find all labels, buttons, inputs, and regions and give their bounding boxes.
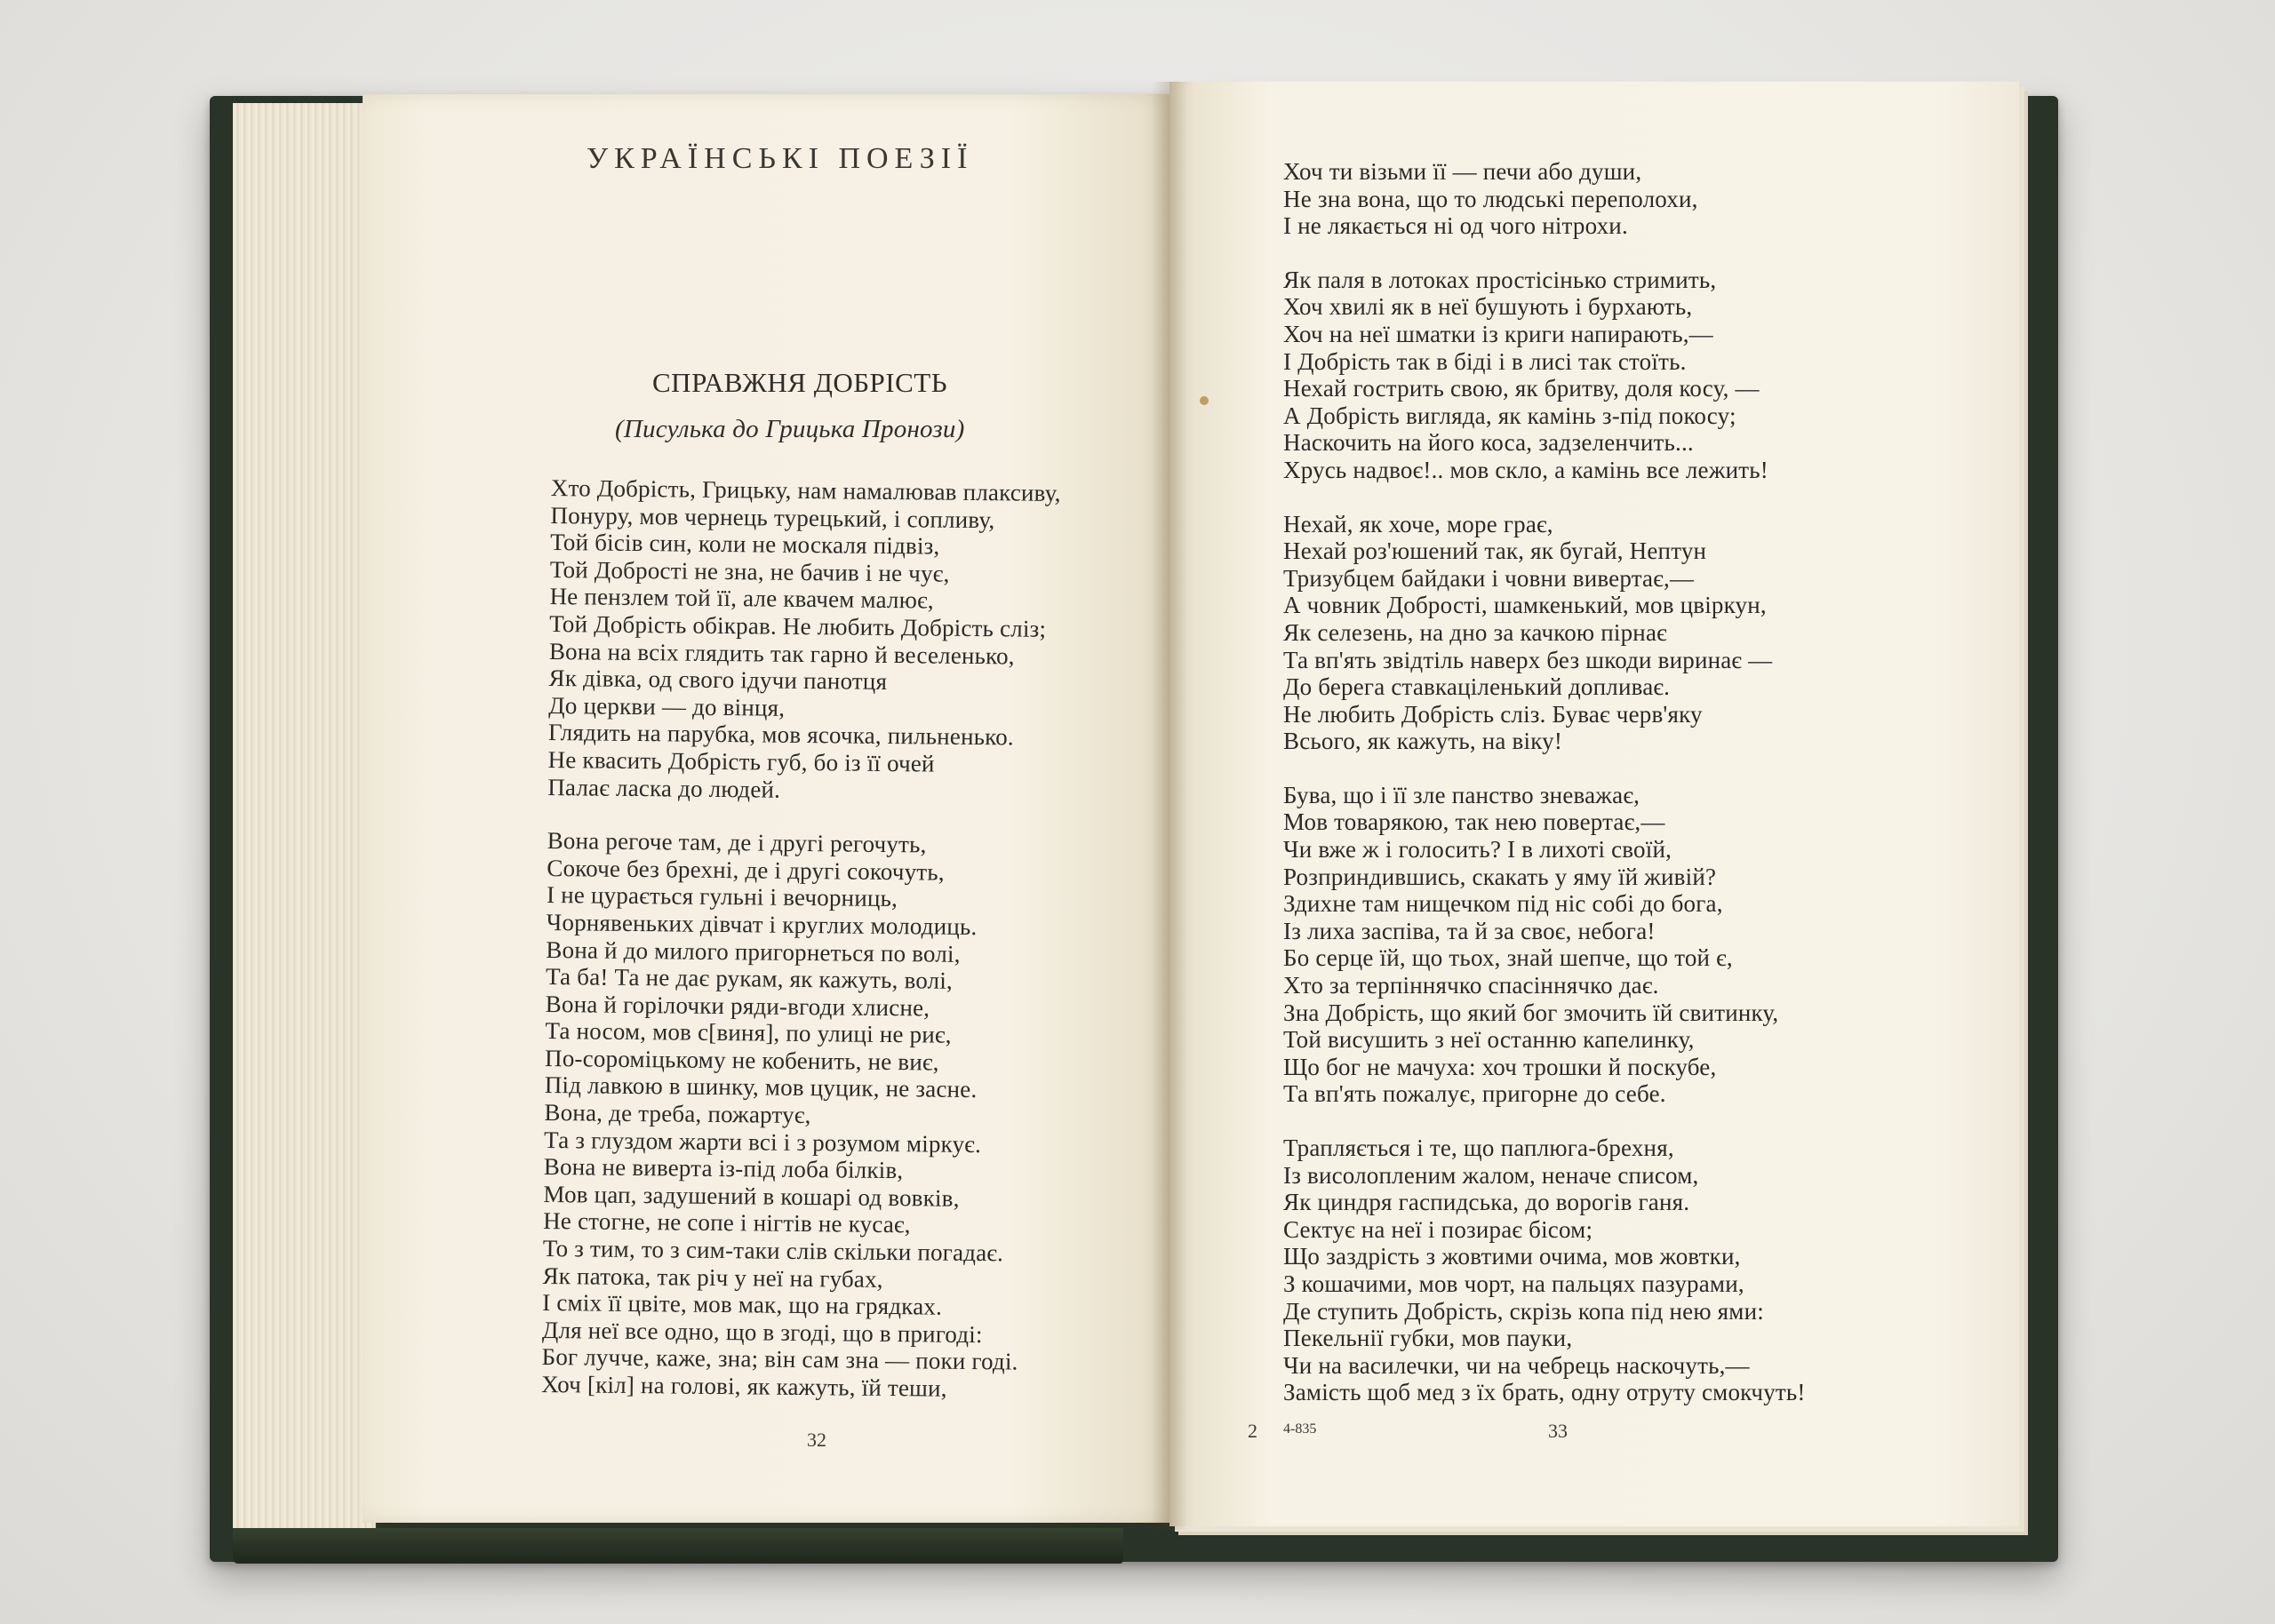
poem-line: Вона й горілочки ряди-вгоди хлисне, [545,990,930,1022]
poem-line: Зна Добрість, що який бог змочить їй свитинку, [1283,999,1779,1026]
poem-line: Під лавкою в шинку, мов цуцик, не засне. [544,1071,978,1103]
running-head: УКРАЇНСЬКІ ПОЕЗІЇ [587,142,974,175]
paper-speck [1200,396,1209,405]
poem-line: Хоч [кіл] на голові, як кажуть, їй теши, [541,1370,947,1402]
poem-line: Як патока, так річ у неї на губах, [542,1262,883,1293]
stanza [1283,1134,1806,1406]
poem-line: Мов товарякою, так нею повертає,— [1283,808,1665,836]
poem-subtitle: (Писулька до Грицька Пронози) [615,415,965,443]
poem-line: Вона на всіх глядить так гарно й веселенько, [548,637,1015,670]
poem-line: І сміх її цвіте, мов мак, що на грядках. [542,1289,943,1320]
stanza [541,827,1058,1403]
signature-mark: 2 [1248,1420,1257,1442]
poem-line: Всього, як кажуть, на віку! [1283,728,1563,755]
poem-line: Вона не виверта із-під лоба білків, [543,1153,904,1184]
page-edges [233,103,376,1528]
poem-line: Із висолопленим жалом, неначе списом, [1283,1161,1699,1189]
poem-line: Той висушить з неї останню капелинку, [1283,1026,1695,1054]
poem-line: І Добрість так в біді і в лисі так стоїть. [1283,347,1687,375]
poem-line: Та вп'ять пожалує, пригорне до себе. [1283,1080,1666,1108]
poem-line: Бо серце їй, що тьох, знай шепче, що той є, [1283,944,1733,972]
right-page-poem [1283,158,1806,1406]
page-number-right: 33 [1548,1420,1568,1442]
poem-line: З кошачими, мов чорт, на пальцях пазурами, [1283,1270,1744,1297]
poem-line: Та вп'ять звідтіль наверх без шкоди виринає — [1283,646,1773,673]
poem-line: То з тим, то з сим-таки слів скільки погадає. [542,1234,1004,1267]
poem-line: Хоч на неї шматки із криги напирають,— [1283,320,1713,347]
poem-line: Як селезень, на дно за качкою пірнає [1283,618,1667,646]
poem-line: Вона, де треба, пожартує, [544,1099,811,1129]
poem-line: Хоч ти візьми її — печи або души, [1283,158,1642,185]
poem-line: Тризубцем байдаки і човни вивертає,— [1283,564,1695,592]
book-cover-edge [233,1528,1123,1564]
poem-line: І не цурається гульні і вечорниць, [546,881,898,912]
poem-line: Бува, що і її зле панство зневажає, [1283,781,1640,808]
poem-line: Хоч хвилі як в неї бушують і бурхають, [1283,293,1693,321]
poem-line: Наскочить на його коса, задзеленчить... [1283,429,1694,457]
poem-line: Пекельнії губки, мов пауки, [1283,1325,1573,1352]
poem-line: Вона й до милого пригорнеться по волі, [546,935,961,967]
poem-line: Нехай гострить свою, як бритву, доля косу, — [1283,375,1760,402]
poem-line: Замість щоб мед з їх брать, одну отруту смокчуть! [1283,1379,1806,1406]
poem-line: Сектує на неї і позирає бісом; [1283,1215,1593,1243]
poem-line: По-сороміцькому не кобенить, не виє, [544,1044,939,1076]
poem-line: Не квасить Добрість губ, бо із її очей [547,745,935,777]
poem-line: Той Добрість обікрав. Не любить Добрість сліз; [549,609,1047,642]
poem-line: Не пензлем той її, але квачем малює, [549,583,934,614]
poem-line: Мов цап, задушений в кошарі од вовків, [543,1180,960,1212]
poem-line: Як циндря гаспидська, до ворогів ганя. [1283,1189,1690,1216]
stanza [547,474,1061,806]
poem-line: Нехай, як хоче, море грає, [1283,510,1553,537]
stanza [1283,782,1806,1108]
book-gutter [1152,82,1187,1530]
poem-line: Той бісів син, коли не москаля підвіз, [550,529,940,560]
poem-line: Для неї все одно, що в згоді, що в пригоді: [541,1316,983,1348]
poem-line: Як дівка, од свого ідучи панотця [548,665,888,696]
poem-line: Хто Добрість, Грицьку, нам намалював плаксиву, [550,474,1061,507]
stanza [1283,511,1806,755]
poem-line: А човник Добрості, шамкенький, мов цвіркун, [1283,592,1767,619]
poem-line: Глядить на парубка, мов ясочка, пильненько. [547,719,1014,751]
stanza [1283,267,1806,484]
poem-line: Не любить Добрість сліз. Буває черв'яку [1283,700,1703,728]
poem-line: Той Доброcті не зна, не бачив і не чує, [549,555,950,587]
poem-line: Бог лучче, каже, зна; він сам зна — поки годі. [541,1343,1018,1375]
signature-code: 4-835 [1283,1421,1317,1437]
poem-line: Із лиха заспіва, та й за своє, небога! [1283,917,1656,944]
poem-line: Хто за терпіннячко спасіннячко дає. [1283,972,1659,999]
poem-line: Де ступить Добрість, скрізь копа під нею ями: [1283,1297,1764,1325]
poem-line: Розприндившись, скакать у яму їй живій? [1283,863,1717,890]
left-page-poem [541,474,1061,1404]
poem-line: Трапляється і те, що паплюга-брехня, [1283,1134,1674,1161]
poem-line: До берега ставкаціленький допливає. [1283,673,1671,701]
poem-line: Як паля в лотоках простісінько стримить, [1283,266,1717,293]
poem-line: Чи вже ж і голосить? І в лихоті своїй, [1283,836,1672,864]
poem-title: СПРАВЖНЯ ДОБРІСТЬ [652,367,948,398]
poem-line: Понуру, мов чернець турецький, і сопливу, [550,501,995,533]
poem-line: Палає ласка до людей. [547,773,781,803]
poem-line: І не лякається ні од чого нітрохи. [1283,212,1628,240]
poem-line: Вона регоче там, де і другі регочуть, [547,827,927,858]
stanza [1283,158,1806,240]
poem-line: Нехай роз'юшений так, як бугай, Нептун [1283,537,1707,565]
poem-line: До церкви — до вінця, [548,691,786,721]
poem-line: Хрусь надвоє!.. мов скло, а камінь все лежить! [1283,456,1768,483]
poem-line: Сокоче без брехні, де і другі сокочуть, [547,854,945,886]
poem-line: Не зна вона, що то людські переполохи, [1283,185,1698,212]
poem-line: Що бог не мачуха: хоч трошки й поскубе, [1283,1053,1717,1080]
page-number-left: 32 [807,1429,826,1451]
poem-line: Не стогне, не сопе і нігтів не кусає, [543,1207,911,1238]
poem-line: Та з глуздом жарти всі і з розумом міркує. [544,1126,982,1158]
poem-line: Чи на василечки, чи на чебрець наскочуть,— [1283,1351,1750,1379]
poem-line: Чорнявеньких дівчат і круглих молодиць. [546,908,978,940]
poem-line: Що заздрість з жовтими очима, мов жовтки, [1283,1243,1741,1270]
poem-line: Та ба! Та не дає рукам, як кажуть, волі, [545,963,954,994]
poem-line: Здихне там нищечком під ніс собі до бога, [1283,890,1723,918]
poem-line: Та носом, мов с[виня], по улиці не риє, [545,1017,952,1049]
poem-line: А Добрість вигляда, як камінь з-під покосу; [1283,402,1736,429]
